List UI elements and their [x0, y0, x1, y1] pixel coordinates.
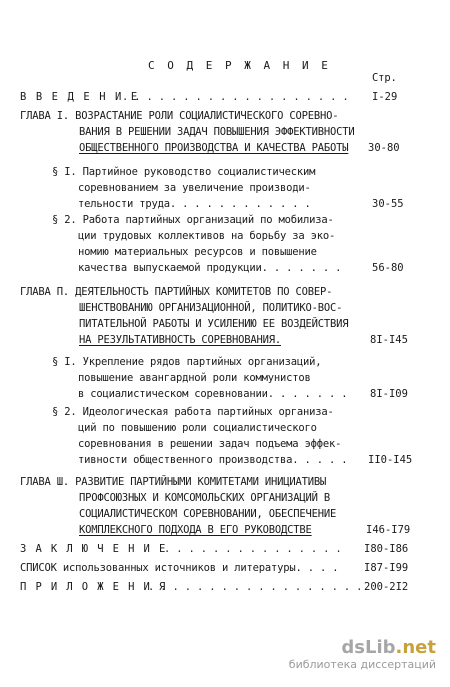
- chapter-2-section-1-line-3: в социалистическом соревновании. . . . . . .: [78, 388, 348, 400]
- chapter-2-line-2: ШЕНСТВОВАНИЮ ОРГАНИЗАЦИОННОЙ, ПОЛИТИКО-ВОС-: [79, 302, 343, 314]
- chapter-2-line-4: НА РЕЗУЛЬТАТИВНОСТЬ СОРЕВНОВАНИЯ.: [79, 334, 282, 346]
- chapter-2-section-1-pages: 8I-I09: [370, 388, 408, 400]
- chapter-2-section-2-line-1: § 2. Идеологическая работа партийных организа-: [52, 406, 334, 418]
- chapter-1-line-3: ОБЩЕСТВЕННОГО ПРОИЗВОДСТВА И КАЧЕСТВА РАБОТЫ: [79, 142, 349, 154]
- intro-dots: . . . . . . . . . . . . . . . . . . .: [122, 91, 349, 103]
- conclusion-dots: . . . . . . . . . . . . . . .: [164, 543, 342, 555]
- chapter-2-pages: 8I-I45: [370, 334, 408, 346]
- chapter-1-line-2: ВАНИЯ В РЕШЕНИИ ЗАДАЧ ПОВЫШЕНИЯ ЭФФЕКТИВНОСТИ: [79, 126, 355, 138]
- chapter-1-section-1-pages: 30-55: [372, 198, 404, 210]
- appendices-pages: 200-2I2: [364, 581, 409, 593]
- chapter-2-section-1-line-2: повышение авангардной роли коммунистов: [78, 372, 311, 384]
- chapter-2-section-1-line-1: § I. Укрепление рядов партийных организаций,: [52, 356, 322, 368]
- appendices-label: П Р И Л О Ж Е Н И Я: [20, 581, 167, 593]
- chapter-2-line-1: ГЛАВА П. ДЕЯТЕЛЬНОСТЬ ПАРТИЙНЫХ КОМИТЕТОВ ПО СОВЕР-: [20, 286, 333, 298]
- chapter-2-line-3: ПИТАТЕЛЬНОЙ РАБОТЫ И УСИЛЕНИЮ ЕЕ ВОЗДЕЙСТВИЯ: [79, 318, 349, 330]
- chapter-1-line-1: ГЛАВА I. ВОЗРАСТАНИЕ РОЛИ СОЦИАЛИСТИЧЕСКОГО СОРЕВНО-: [20, 110, 339, 122]
- watermark-brand: dsLib: [341, 637, 396, 658]
- chapter-1-section-2-line-4: качества выпускаемой продукции. . . . . . .: [78, 262, 342, 274]
- chapter-1-section-1-line-2: соревнованием за увеличение производи-: [78, 182, 311, 194]
- appendices-dots: . . . . . . . . . . . . . . . . . .: [148, 581, 363, 593]
- chapter-3-line-2: ПРОФСОЮЗНЫХ И КОМСОМОЛЬСКИХ ОРГАНИЗАЦИЙ В: [79, 492, 330, 504]
- chapter-1-pages: 30-80: [368, 142, 400, 154]
- bibliography-label: СПИСОК использованных источников и литературы. . . .: [20, 562, 339, 574]
- contents-title: С О Д Е Р Ж А Н И Е: [148, 59, 331, 72]
- watermark-domain: .net: [395, 637, 436, 658]
- chapter-1-section-2-pages: 56-80: [372, 262, 404, 274]
- chapter-2-section-2-line-2: ций по повышению роли социалистического: [78, 422, 317, 434]
- chapter-2-section-2-line-4: тивности общественного производства. . . . .: [78, 454, 348, 466]
- chapter-2-section-2-pages: II0-I45: [368, 454, 413, 466]
- chapter-3-line-4: КОМПЛЕКСНОГО ПОДХОДА В ЕГО РУКОВОДСТВЕ: [79, 524, 312, 536]
- intro-pages: I-29: [372, 91, 398, 103]
- pages-column-header: Стр.: [372, 72, 397, 84]
- watermark-logo: [289, 638, 436, 658]
- chapter-1-section-2-line-1: § 2. Работа партийных организаций по мобилиза-: [52, 214, 334, 226]
- intro-label: В В Е Д Е Н И Е: [20, 91, 139, 103]
- watermark-subtitle: библиотека диссертаций: [288, 658, 436, 671]
- chapter-1-section-1-line-1: § I. Партийное руководство социалистическим: [52, 166, 316, 178]
- conclusion-label: З А К Л Ю Ч Е Н И Е: [20, 543, 167, 555]
- conclusion-pages: I80-I86: [364, 543, 409, 555]
- chapter-1-section-2-line-3: номию материальных ресурсов и повышение: [78, 246, 317, 258]
- chapter-1-section-1-line-3: тельности труда. . . . . . . . . . . .: [78, 198, 311, 210]
- chapter-3-line-1: ГЛАВА Ш. РАЗВИТИЕ ПАРТИЙНЫМИ КОМИТЕТАМИ ИНИЦИАТИВЫ: [20, 476, 327, 488]
- dslib-watermark: [289, 638, 436, 672]
- chapter-2-section-2-line-3: соревнования в решении задач подъема эффек-: [78, 438, 342, 450]
- bibliography-pages: I87-I99: [364, 562, 409, 574]
- chapter-3-line-3: СОЦИАЛИСТИЧЕСКОМ СОРЕВНОВАНИИ, ОБЕСПЕЧЕНИЕ: [79, 508, 337, 520]
- chapter-3-pages: I46-I79: [366, 524, 411, 536]
- chapter-1-section-2-line-2: ции трудовых коллективов на борьбу за эко-: [78, 230, 336, 242]
